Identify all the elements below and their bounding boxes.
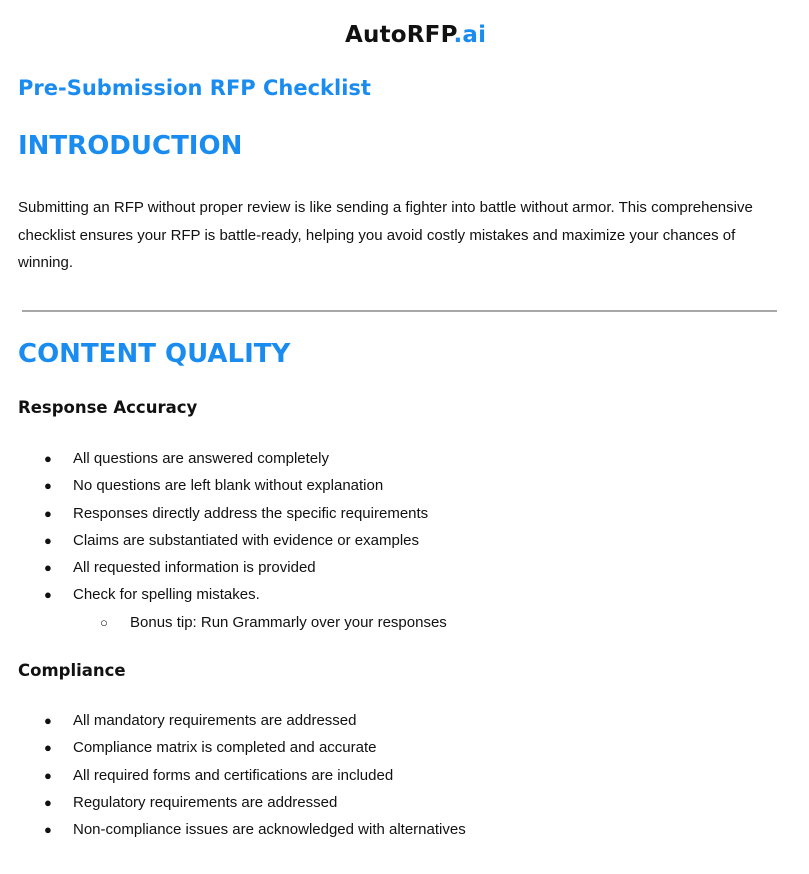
logo-wordmark: AutoRFP — [345, 22, 454, 48]
content-quality-heading: CONTENT QUALITY — [18, 339, 291, 369]
section-divider — [22, 310, 777, 312]
list-item-text: Regulatory requirements are addressed — [73, 793, 338, 811]
logo-domain-suffix: .ai — [453, 22, 487, 48]
bullet-icon: ● — [44, 794, 52, 810]
autorfp-logo — [345, 22, 486, 48]
response-accuracy-heading: Response Accuracy — [18, 398, 198, 417]
bullet-icon: ● — [44, 560, 52, 576]
list-item-text: Compliance matrix is completed and accurate — [73, 739, 377, 757]
bullet-icon: ● — [44, 532, 52, 548]
bullet-icon: ● — [44, 740, 52, 756]
list-item-text: No questions are left blank without explanation — [73, 477, 384, 495]
list-item-text: All mandatory requirements are addressed — [73, 712, 357, 729]
bullet-icon: ● — [44, 587, 52, 603]
sub-list-item-text: Bonus tip: Run Grammarly over your responses — [130, 613, 447, 631]
introduction-paragraph: Submitting an RFP without proper review is like sending a fighter into battle without armor. This comprehensive checklist ensures your RFP is battle-ready, helping you avoid costly mistakes and maximize your chances of winning. — [18, 199, 753, 271]
list-item-text: Claims are substantiated with evidence or examples — [73, 531, 420, 549]
bullet-icon: ● — [44, 478, 52, 494]
list-item-text: All requested information is provided — [73, 559, 316, 577]
list-item-text: Responses directly address the specific requirements — [73, 504, 429, 522]
introduction-heading: INTRODUCTION — [18, 131, 243, 161]
hollow-bullet-icon: ○ — [100, 614, 108, 630]
bullet-icon: ● — [44, 451, 52, 466]
document-title: Pre-Submission RFP Checklist — [18, 76, 371, 100]
bullet-icon: ● — [44, 505, 52, 521]
list-item-text: All questions are answered completely — [73, 450, 329, 467]
bullet-icon: ● — [44, 767, 52, 783]
compliance-heading: Compliance — [18, 661, 126, 680]
list-item-text: All required forms and certifications are included — [73, 766, 394, 784]
bullet-icon: ● — [44, 713, 52, 728]
bullet-icon: ● — [44, 822, 52, 838]
list-item-text: Check for spelling mistakes. — [73, 586, 260, 604]
list-item-text: Non-compliance issues are acknowledged with alternatives — [73, 821, 466, 839]
